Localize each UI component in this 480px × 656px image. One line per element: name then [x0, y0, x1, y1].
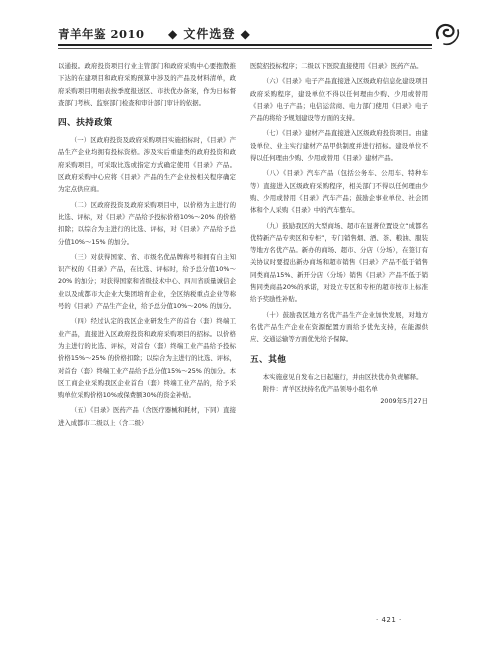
- continued-paragraph: 医院招投标程序；二级以下医院直接使用《目录》医药产品。: [250, 62, 423, 70]
- policy-paragraph-2: （二）区政府投资及政府采购项目中，以价格为主进行的比选、评标，对《目录》产品给予投标价格10%～20% 的价格扣除；以综合为主进行的比选、评标，对《目录》产品给予总分值10%～15% 的加分。: [58, 200, 236, 246]
- policy-paragraph-5: （五）《目录》医药产品（含医疗器械和耗材，下同）直接进入成都市二级以上（含二级）: [58, 406, 236, 427]
- header-rule-thin: [58, 48, 432, 49]
- right-column: [250, 60, 428, 407]
- left-column: [58, 60, 236, 429]
- policy-paragraph-8: （八）《目录》汽车产品（包括公务车、公用车、特种车等）直接进入区级政府采购程序，相关部门不得以任何理由少购、少用或替用《目录》汽车产品；鼓励企事业单位、社会团体和个人采购《目录》中的汽车整车。: [250, 169, 428, 215]
- policy-paragraph-7: （七）《目录》建材产品直接进入区级政府投资项目。由建设单位、业主实行建材产品甲供制度并进行招标。建设单位不得以任何理由少购、少用或替用《目录》建材产品。: [250, 129, 428, 163]
- intro-paragraph: 以通报。政府投资项目行业主管部门和政府采购中心要抱散推下达的在建项目和政府采购预算中涉及的产品及材料清单，政府采购项目明细表按季度报送区、市扶优办备案，作为日标督查部门考核、监察部门检查和审计部门审计的依据。: [58, 62, 236, 107]
- policy-paragraph-9: （九）鼓励我区的大型商场、超市在显著位置设立“成都名优特新产品专卖区和专柜”，专门销售烟、酒、茶、粮油、服装等地方名优产品。新办的商场、超市、分店（分场），在签订有关协议时要提出新办商场和超市销售《目录》产品不低于销售同类商品15%、新开分店（分场）销售《目录》产品不低于销售同类商品20%的承诺，对设立专区和专柜的超市按市上标准给予奖励性补贴。: [250, 221, 428, 304]
- page-number: · 421 ·: [376, 616, 402, 624]
- policy-paragraph-4: （四）经过认定的我区企业研发生产的首台（套）终端工业产品，直接进入区政府投资和政府采购项目的招标。以价格为主进行的比选、评标，对首台（套）终端工业产品给予投标价格15%～25% 的价格扣除；以综合为主进行的比选、评标，对首台（套）终端工业产品给予总分值15%～25% 的加分。本区工商企业采购我区企业首台（套）终端工业产品的，给予采购单位采购价格10%或保费额30%的资金补贴。: [58, 317, 236, 400]
- swirl-logo-icon: [432, 18, 462, 48]
- document-date: 2009年5月27日: [380, 397, 428, 406]
- section-heading-other: 五、其他: [250, 354, 287, 365]
- policy-paragraph-3: （三）对获得国家、省、市级名优品牌称号和拥有自主知识产权的《目录》产品，在比选、评标时，给予总分值10%～20% 的加分；对获得国家和省级技术中心、四川省质量诚信企业以及成都市大企业大集团培育企业，全区纳税重点企业等称号的《目录》产品生产企业，给予总分值10%～20% 的加分。: [58, 252, 236, 311]
- policy-paragraph-10: （十）鼓励我区地方名优产品生产企业加快发展，对地方名优产品生产企业在资源配置方面给予优先支持，在能源供应、交通运输等方面优先给予保障。: [250, 310, 428, 344]
- section-label: ◆ 文件选登 ◆: [168, 27, 251, 41]
- yearbook-title: 青羊年鉴 2010: [58, 27, 145, 41]
- closing-paragraph: 本实施意见自发布之日起施行，并由区扶优办负责解释。: [262, 372, 423, 381]
- section-heading-support-policy: 四、扶持政策: [58, 118, 113, 129]
- attachment-note: 附件：青羊区扶持名优产品领导小组名单: [262, 384, 378, 393]
- policy-paragraph-1: （一）区政府投资及政府采购项目实施招标时，《目录》产品生产企业均拥有投标资格。涉及实后重建类的政府投资和政府采购项目，可采取比选或指定方式确定使用《目录》产品。区政府采购中心应将《目录》产品的生产企业按相关程序确定为定点供应商。: [58, 136, 236, 194]
- header-rule: [58, 44, 432, 46]
- policy-paragraph-6: （六）《目录》电子产品直接进入区级政府信息化建设项目政府采购程序，建设单位不得以任何理由少购、少用或替用《目录》电子产品；电信运营商、电力部门使用《目录》电子产品的将给予规划建设等方面的支持。: [250, 77, 428, 123]
